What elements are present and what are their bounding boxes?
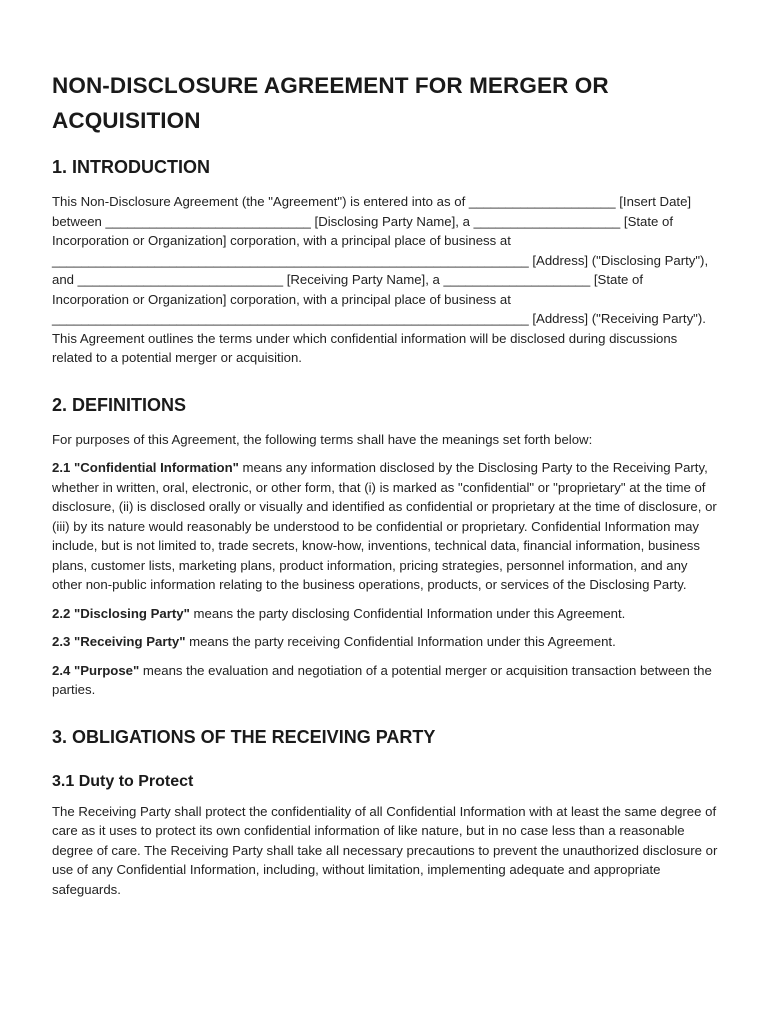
definition-text: means the party receiving Confidential Information under this Agreement. [185, 634, 616, 649]
section-obligations [52, 726, 718, 900]
definition-term: 2.2 "Disclosing Party" [52, 605, 190, 621]
section-introduction [52, 156, 718, 368]
definition-text: means any information disclosed by the Disclosing Party to the Receiving Party, whether in written, oral, electronic, or other form, that (i) is marked as "confidential" or "proprietary" at the time of disclosure, (ii) is disclosed orally or visually and identified as confidential or proprietary at the time of disclosure, or (iii) by its nature would reasonably be understood to be confidential or proprietary. Confidential Information may include, but is not limited to, trade secrets, know-how, inventions, technical data, financial information, business plans, customer lists, marketing plans, product information, pricing strategies, personnel information, and any other non-public information relating to the business operations, products, or services of the Disclosing Party. [52, 460, 717, 592]
definition-text: means the party disclosing Confidential Information under this Agreement. [189, 605, 626, 621]
obligations-paragraph: The Receiving Party shall protect the confidentiality of all Confidential Information with at least the same degree of care as it uses to protect its own confidential information of like nature, but in no case less than a reasonable degree of care. The Receiving Party shall take all necessary precautions to prevent the unauthorized disclosure or use of any Confidential Information, including, without limitation, implementing adequate and appropriate safeguards. [52, 803, 718, 897]
definitions-lead: For purposes of this Agreement, the following terms shall have the meanings set forth below: [52, 431, 593, 447]
intro-paragraph: This Non-Disclosure Agreement (the "Agreement") is entered into as of ____________________ [Insert Date] between ____________________________ [Disclosing Party Name], a ____________________ [State of Incorporation or Organization] corporation, with a principal place of business at _________________________________________________________________ [Address] ("Disclosing Party"), and ____________________________ [Receiving Party Name], a ____________________ [State of Incorporation or Organization] corporation, with a principal place of business at _________________________________________________________________ [Address] ("Receiving Party"). This Agreement outlines the terms under which confidential information will be disclosed during discussions related to a potential merger or acquisition. [52, 194, 709, 365]
definition-item [52, 661, 718, 700]
definition-term: 2.4 "Purpose" [52, 662, 140, 678]
section-heading: 2. DEFINITIONS [52, 394, 187, 415]
section-heading: 3. OBLIGATIONS OF THE RECEIVING PARTY [52, 726, 436, 747]
definition-term: 2.1 "Confidential Information" [52, 460, 239, 475]
definition-item [52, 632, 718, 652]
definition-item [52, 604, 718, 624]
definition-text: means the evaluation and negotiation of a potential merger or acquisition transaction between the parties. [52, 662, 712, 697]
subsection-heading: 3.1 Duty to Protect [52, 772, 194, 790]
section-heading: 1. INTRODUCTION [52, 157, 211, 177]
definition-item [52, 458, 718, 595]
definition-term: 2.3 "Receiving Party" [52, 634, 186, 649]
section-definitions [52, 394, 718, 700]
document-page [52, 68, 718, 908]
document-title: NON-DISCLOSURE AGREEMENT FOR MERGER OR ACQUISITION [52, 73, 609, 133]
